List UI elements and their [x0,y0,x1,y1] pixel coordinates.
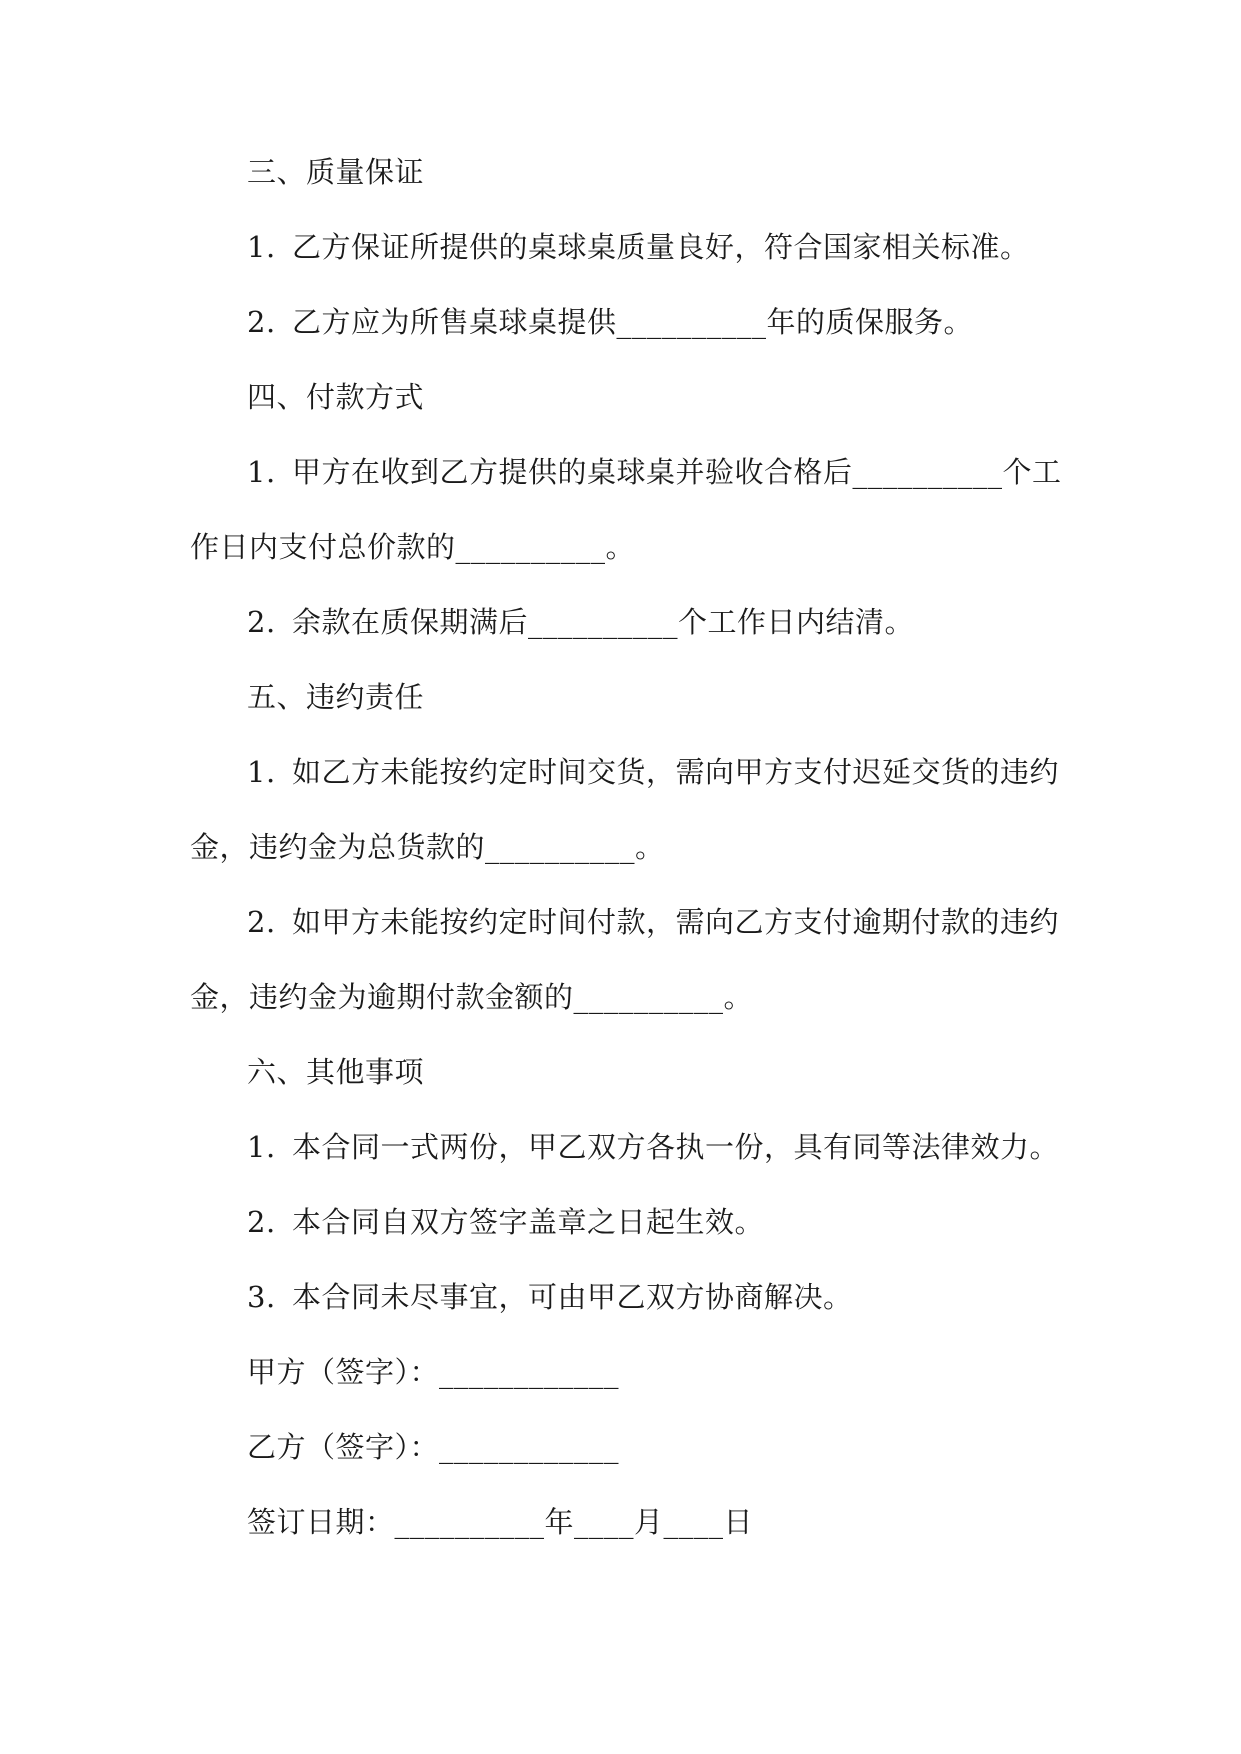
clause-text: 本合同一式两份，甲乙双方各执一份，具有同等法律效力。 [292,1130,1060,1164]
clause-other-2 [247,1202,764,1242]
clause-other-1 [247,1127,1059,1167]
clause-quality-2 [247,302,973,342]
clause-number: 1. [247,455,276,489]
clause-text: 本合同自双方签字盖章之日起生效。 [292,1205,765,1239]
clause-number: 2. [247,305,276,339]
clause-quality-1 [247,227,1030,267]
clause-text: 如甲方未能按约定时间付款，需向乙方支付逾期付款的违约 [292,905,1060,939]
section-heading-liability: 五、违约责任 [247,680,425,714]
clause-text: 甲方在收到乙方提供的桌球桌并验收合格后__________个工 [292,455,1062,489]
signature-party-b: 乙方（签字）：____________ [247,1430,620,1464]
clause-number: 1. [247,230,276,264]
section-heading-other: 六、其他事项 [247,1055,425,1089]
clause-liability-2 [247,902,1059,942]
clause-other-3 [247,1277,853,1317]
section-heading-quality: 三、质量保证 [247,155,425,189]
clause-payment-1-continued: 作日内支付总价款的__________。 [190,530,636,564]
clause-number: 3. [247,1280,276,1314]
clause-payment-1 [247,452,1062,492]
clause-text: 乙方保证所提供的桌球桌质量良好，符合国家相关标准。 [292,230,1030,264]
clause-payment-2 [247,602,914,642]
clause-number: 2. [247,605,276,639]
clause-liability-1 [247,752,1059,792]
signing-date: 签订日期：__________年____月____日 [247,1505,754,1539]
signature-party-a: 甲方（签字）：____________ [247,1355,620,1389]
clause-text: 如乙方未能按约定时间交货，需向甲方支付迟延交货的违约 [292,755,1060,789]
clause-number: 1. [247,1130,276,1164]
clause-number: 2. [247,905,276,939]
clause-number: 2. [247,1205,276,1239]
clause-text: 乙方应为所售桌球桌提供__________年的质保服务。 [292,305,974,339]
clause-text: 余款在质保期满后__________个工作日内结清。 [292,605,915,639]
clause-number: 1. [247,755,276,789]
clause-text: 本合同未尽事宜，可由甲乙双方协商解决。 [292,1280,853,1314]
section-heading-payment: 四、付款方式 [247,380,425,414]
clause-liability-2-continued: 金，违约金为逾期付款金额的__________。 [190,980,754,1014]
clause-liability-1-continued: 金，违约金为总货款的__________。 [190,830,665,864]
